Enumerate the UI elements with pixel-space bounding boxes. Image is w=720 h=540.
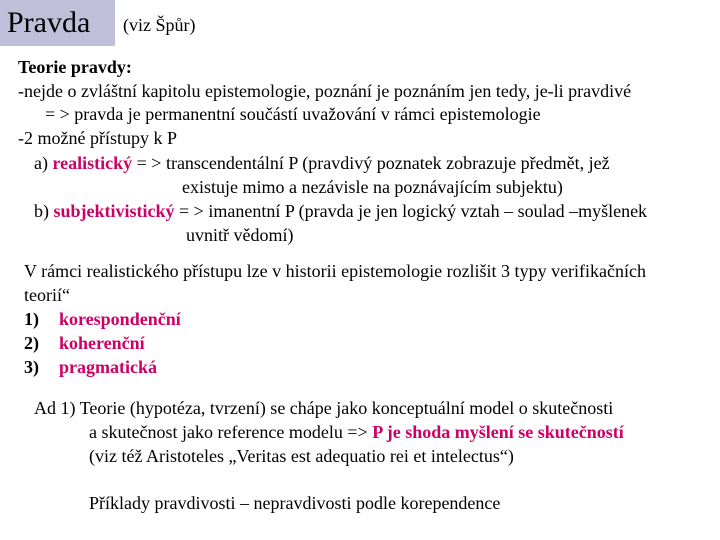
theory-item-number: 1) xyxy=(24,309,39,329)
page-title: Pravda xyxy=(7,6,91,39)
section2-line1: V rámci realistického přístupu lze v historii epistemologie rozlišit 3 typy verifikačních xyxy=(24,261,647,281)
section3-line1: Ad 1) Teorie (hypotéza, tvrzení) se chápe jako konceptuální model o skutečnosti xyxy=(34,398,614,418)
section2-line2: teorií“ xyxy=(24,285,70,305)
theory-item-label: korespondenční xyxy=(59,309,181,329)
approach-a-rest: = > transcendentální P (pravdivý poznatek zobrazuje předmět, jež xyxy=(132,153,610,173)
theory-item-number: 3) xyxy=(24,357,39,377)
theory-item-1 xyxy=(24,307,181,331)
theory-item-2 xyxy=(24,331,145,355)
theory-item-number: 2) xyxy=(24,333,39,353)
approach-b-term: subjektivistický xyxy=(53,201,175,221)
approach-a-term: realistický xyxy=(52,153,133,173)
approach-b-prefix: b) xyxy=(34,201,54,221)
section3-line4: Příklady pravdivosti – nepravdivosti podle korependence xyxy=(89,493,501,513)
approach-b-rest: = > imanentní P (pravda je jen logický vztah – soulad –myšlenek xyxy=(174,201,648,221)
theory-item-3 xyxy=(24,355,157,379)
section1-heading: Teorie pravdy: xyxy=(18,57,132,77)
approach-b xyxy=(34,199,647,223)
theory-item-label: koherenční xyxy=(59,333,145,353)
section3-line2-prefix: a skutečnost jako reference modelu => xyxy=(89,422,373,442)
title-note: (viz Špůr) xyxy=(123,15,196,35)
section1-line3: -2 možné přístupy k P xyxy=(18,128,177,148)
approach-a xyxy=(34,151,610,175)
section3-line3: (viz též Aristoteles „Veritas est adequatio rei et intelectus“) xyxy=(89,446,514,466)
section3-line2 xyxy=(89,420,624,444)
approach-a-continuation: existuje mimo a nezávisle na poznávajícím subjektu) xyxy=(182,177,563,197)
section1-line2: = > pravda je permanentní součástí uvažování v rámci epistemologie xyxy=(45,104,541,124)
approach-b-continuation: uvnitř vědomí) xyxy=(186,225,294,245)
approach-a-prefix: a) xyxy=(34,153,53,173)
section1-line1: -nejde o zvláštní kapitolu epistemologie, poznání je poznáním jen tedy, je-li pravdivé xyxy=(18,81,632,101)
theory-item-label: pragmatická xyxy=(59,357,157,377)
correspondence-definition: P je shoda myšlení se skutečností xyxy=(372,422,624,442)
